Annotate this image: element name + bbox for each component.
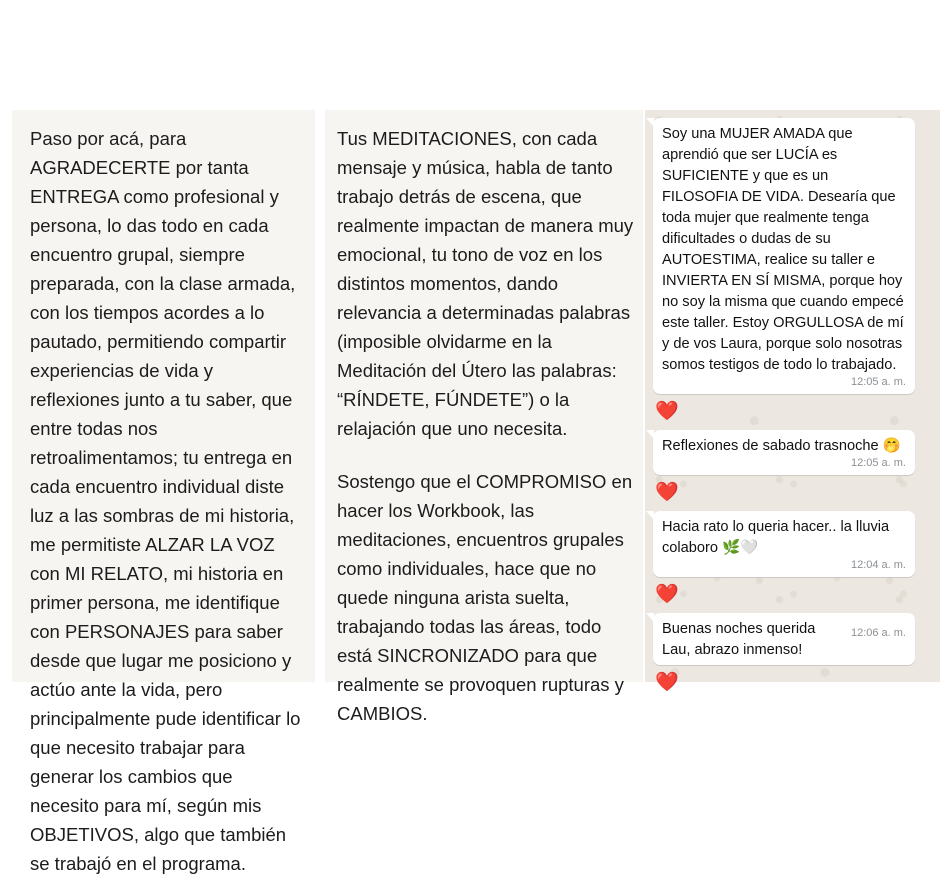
chat-message-time: 12:06 a. m. bbox=[850, 627, 906, 639]
chat-message-list bbox=[645, 110, 940, 693]
chat-bubble[interactable] bbox=[653, 118, 915, 394]
heart-reaction-icon[interactable]: ❤️ bbox=[655, 672, 679, 693]
testimonial-column-2 bbox=[325, 110, 643, 724]
chat-message-text: Soy una MUJER AMADA que aprendió que ser LUCÍA es SUFICIENTE y que es un FILOSOFIA DE VIDA. Desearía que toda mujer que realmente tenga dificultades o dudas de su AUTOESTIMA, realice su taller e INVIERTA EN SÍ MISMA, porque hoy no soy la misma que cuando empecé este taller. Estoy ORGULLOSA de mí y de vos Laura, porque solo nosotras somos testigos de todo lo trabajado. bbox=[662, 126, 908, 373]
testimonial-paragraph: Paso por acá, para AGRADECERTE por tanta ENTREGA como profesional y persona, lo das todo en cada encuentro grupal, siempre preparada, con la clase armada, con los tiempos acordes a lo pautado, permitiendo compartir experiencias de vida y reflexiones junto a tu saber, que entre todas nos retroalimentamos; tu entrega en cada encuentro individual diste luz a las sombras de mi historia, me permitiste ALZAR LA VOZ con MI RELATO, mi historia en primer persona, me identifique con PERSONAJES para saber desde que lugar me posiciono y actúo ante la vida, pero principalmente pude identificar lo que necesito trabajar para generar los cambios que necesito para mí, según mis OBJETIVOS, algo que también se trabajó en el programa. bbox=[30, 128, 306, 874]
chat-message-time: 12:04 a. m. bbox=[850, 559, 906, 571]
chat-message-text: Reflexiones de sabado trasnoche 🤭 bbox=[662, 438, 901, 454]
chat-message-time: 12:05 a. m. bbox=[850, 376, 906, 388]
chat-bubble[interactable] bbox=[653, 511, 915, 577]
chat-message-text: Hacia rato lo queria hacer.. la lluvia colaboro 🌿🤍 bbox=[662, 519, 894, 556]
chat-bubble[interactable] bbox=[653, 430, 915, 475]
heart-reaction-icon[interactable]: ❤️ bbox=[655, 401, 679, 422]
testimonial-paragraph: Sostengo que el COMPROMISO en hacer los Workbook, las meditaciones, encuentros grupales como individuales, hace que no quede ninguna arista suelta, trabajando todas las áreas, todo está SINCRONIZADO para que realmente se provoquen rupturas y CAMBIOS. bbox=[337, 471, 638, 724]
testimonial-paragraph: Tus MEDITACIONES, con cada mensaje y música, habla de tanto trabajo detrás de escena, que realmente impactan de manera muy emocional, tu tono de voz en los distintos momentos, dando relevancia a determinadas palabras (imposible olvidarme en la Meditación del Útero las palabras: “RÍNDETE, FÚNDETE”) o la relajación que uno necesita. bbox=[337, 128, 639, 439]
heart-reaction-icon[interactable]: ❤️ bbox=[655, 584, 679, 605]
chat-message-time: 12:05 a. m. bbox=[850, 457, 906, 469]
chat-message-text: Buenas noches querida Lau, abrazo inmenso! bbox=[662, 621, 820, 658]
whatsapp-chat-panel bbox=[645, 110, 940, 693]
heart-reaction-icon[interactable]: ❤️ bbox=[655, 482, 679, 503]
chat-bubble[interactable] bbox=[653, 613, 915, 665]
testimonial-column-1 bbox=[12, 110, 315, 874]
